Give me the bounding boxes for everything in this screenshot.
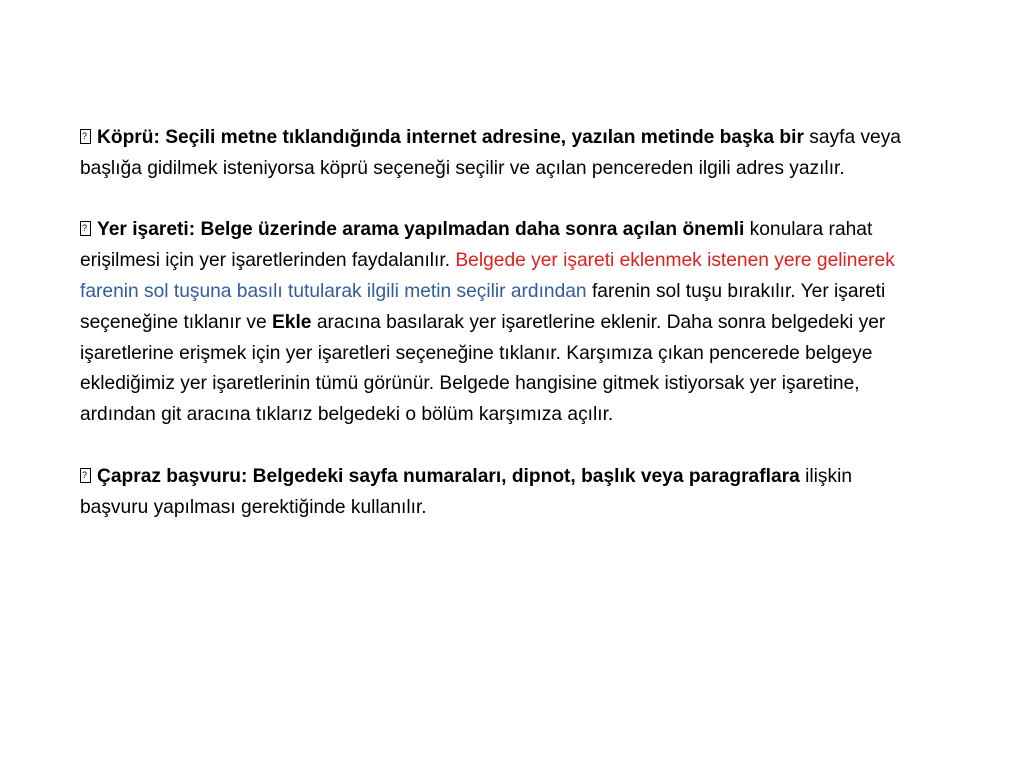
capraz-basvuru-heading-text: Çapraz başvuru: Belgedeki sayfa numaraları, dipnot, başlık veya paragraflara	[97, 465, 800, 487]
kopru-heading-text: Köprü: Seçili metne tıklandığında internet adresine, yazılan metinde başka bir	[97, 127, 804, 148]
paragraph-capraz-basvuru	[80, 462, 910, 524]
yer-isareti-red-text: Belgede yer işareti eklenmek istenen yere gelinerek	[455, 250, 895, 272]
yer-isareti-body-text-2: farenin sol tuşu bırakılır. Yer işareti seçeneğine tıklanır ve	[80, 280, 886, 333]
paragraph-yer-isareti	[80, 215, 910, 431]
paragraph-kopru	[80, 123, 910, 185]
ekle-bold-text: Ekle	[272, 311, 312, 333]
capraz-basvuru-body-text: ilişkin başvuru yapılması gerektiğinde kullanılır.	[80, 465, 853, 518]
bullet-box-icon	[80, 221, 91, 236]
bullet-box-icon	[80, 468, 91, 483]
kopru-body-text: sayfa veya başlığa gidilmek isteniyorsa köprü seçeneği seçilir ve açılan pencereden ilgili adres yazılır.	[80, 127, 901, 179]
yer-isareti-blue-text: farenin sol tuşuna basılı tutularak ilgili metin seçilir ardından	[80, 280, 587, 302]
yer-isareti-heading-text: Yer işareti: Belge üzerinde arama yapılmadan daha sonra açılan önemli	[97, 219, 745, 241]
yer-isareti-body-text-1: konulara rahat erişilmesi için yer işaretlerinden faydalanılır.	[80, 219, 873, 272]
slide-body	[80, 123, 910, 554]
yer-isareti-body-text-3: aracına basılarak yer işaretlerine eklenir. Daha sonra belgedeki yer işaretlerine erişmek için yer işaretleri seçeneğine tıklanır. Karşımıza çıkan pencerede belgeye eklediğimiz yer işaretlerinin tümü görünür. Belgede hangisine gitmek istiyorsak yer işaretine, ardından git aracına tıklarız belgedeki o bölüm karşımıza açılır.	[80, 311, 886, 426]
bullet-box-icon	[80, 129, 91, 144]
